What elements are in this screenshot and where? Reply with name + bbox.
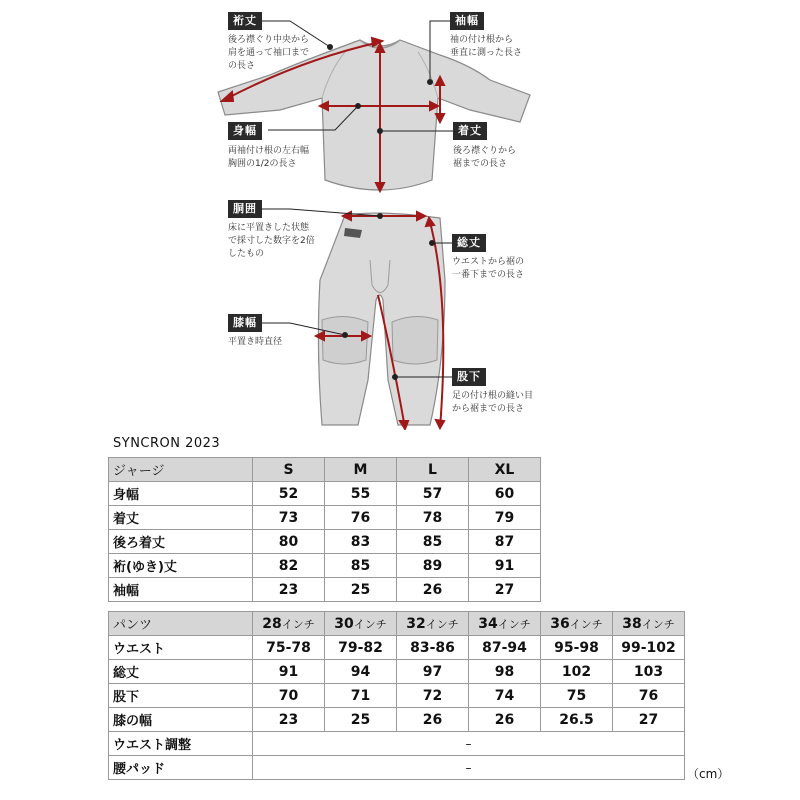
cell-value: 75-78 xyxy=(253,636,325,660)
jersey-size-table xyxy=(108,457,541,602)
size-number: 28 xyxy=(262,615,282,632)
cell-value: 25 xyxy=(325,578,397,602)
row-label: 総丈 xyxy=(109,660,253,684)
size-unit: インチ xyxy=(353,617,387,631)
cell-value: 25 xyxy=(325,708,397,732)
cell-value: 26 xyxy=(397,578,469,602)
callout-matashita-desc: 足の付け根の縫い目 から裾までの長さ xyxy=(452,391,534,414)
row-label: 袖幅 xyxy=(109,578,253,602)
cell-value: 76 xyxy=(325,506,397,530)
jersey-header-size: M xyxy=(325,458,397,482)
size-unit: インチ xyxy=(281,617,315,631)
table-row xyxy=(109,554,541,578)
row-label: 着丈 xyxy=(109,506,253,530)
jersey-header-label: ジャージ xyxy=(109,458,253,482)
cell-value: 82 xyxy=(253,554,325,578)
row-label: ウエスト xyxy=(109,636,253,660)
row-label: 膝の幅 xyxy=(109,708,253,732)
jersey-header-size: L xyxy=(397,458,469,482)
cell-value: 72 xyxy=(397,684,469,708)
pants-header-size xyxy=(469,612,541,636)
table-row xyxy=(109,708,685,732)
pants-header-size xyxy=(253,612,325,636)
pants-header-size xyxy=(325,612,397,636)
cell-value: 94 xyxy=(325,660,397,684)
pants-header-size xyxy=(397,612,469,636)
cell-value: 85 xyxy=(397,530,469,554)
size-unit: インチ xyxy=(569,617,603,631)
cell-value: 55 xyxy=(325,482,397,506)
table-row xyxy=(109,756,685,780)
callout-kitake-title: 着丈 xyxy=(453,122,487,140)
table-row xyxy=(109,506,541,530)
cell-value: 89 xyxy=(397,554,469,578)
callout-matashita-title: 股下 xyxy=(452,368,486,386)
cell-value: 27 xyxy=(469,578,541,602)
cell-value: 79 xyxy=(469,506,541,530)
table-row xyxy=(109,636,685,660)
size-number: 32 xyxy=(406,615,426,632)
unit-note: （cm） xyxy=(687,767,730,781)
cell-value: 23 xyxy=(253,578,325,602)
product-title: SYNCRON 2023 xyxy=(113,436,221,451)
row-label: 股下 xyxy=(109,684,253,708)
cell-value: 91 xyxy=(253,660,325,684)
table-row xyxy=(109,732,685,756)
cell-value: 87 xyxy=(469,530,541,554)
cell-value: 95-98 xyxy=(541,636,613,660)
row-label: 裄(ゆき)丈 xyxy=(109,554,253,578)
pants-size-table xyxy=(108,611,685,780)
cell-value: 103 xyxy=(613,660,685,684)
cell-value: 98 xyxy=(469,660,541,684)
jersey-header-size: XL xyxy=(469,458,541,482)
row-label: 身幅 xyxy=(109,482,253,506)
cell-value: 26 xyxy=(469,708,541,732)
callout-hizahaba-title: 膝幅 xyxy=(228,314,262,332)
jersey-header-row xyxy=(109,458,541,482)
callout-sodehaba-desc: 袖の付け根から 垂直に測った長さ xyxy=(450,35,523,58)
table-row xyxy=(109,578,541,602)
cell-value: 57 xyxy=(397,482,469,506)
cell-value: 26.5 xyxy=(541,708,613,732)
callout-domawari-desc: 床に平置きした状態 で採寸した数字を2倍 したもの xyxy=(228,223,315,259)
cell-value: 99-102 xyxy=(613,636,685,660)
cell-value: 76 xyxy=(613,684,685,708)
cell-value: 85 xyxy=(325,554,397,578)
callout-hizahaba-desc: 平置き時直径 xyxy=(228,337,283,347)
callout-soutake-title: 総丈 xyxy=(452,234,486,252)
cell-value: 97 xyxy=(397,660,469,684)
size-unit: インチ xyxy=(425,617,459,631)
pants-illustration xyxy=(318,213,445,425)
cell-value: – xyxy=(253,756,685,780)
cell-value: – xyxy=(253,732,685,756)
callout-soutake-desc: ウエストから裾の 一番下までの長さ xyxy=(452,257,525,280)
cell-value: 60 xyxy=(469,482,541,506)
cell-value: 52 xyxy=(253,482,325,506)
pants-header-size xyxy=(541,612,613,636)
cell-value: 74 xyxy=(469,684,541,708)
size-unit: インチ xyxy=(497,617,531,631)
callout-kitake-desc: 後ろ襟ぐりから 裾までの長さ xyxy=(453,146,517,169)
row-label: 後ろ着丈 xyxy=(109,530,253,554)
callout-mihaba-title: 身幅 xyxy=(228,122,262,140)
table-row xyxy=(109,660,685,684)
table-row xyxy=(109,684,685,708)
size-number: 34 xyxy=(478,615,498,632)
callout-mihaba-desc: 両袖付け根の左右幅 胸囲の1/2の長さ xyxy=(228,146,310,169)
cell-value: 102 xyxy=(541,660,613,684)
row-label: ウエスト調整 xyxy=(109,732,253,756)
cell-value: 79-82 xyxy=(325,636,397,660)
cell-value: 83 xyxy=(325,530,397,554)
callout-sodehaba-title: 袖幅 xyxy=(450,12,484,30)
cell-value: 70 xyxy=(253,684,325,708)
cell-value: 75 xyxy=(541,684,613,708)
callout-yuki-title: 裄丈 xyxy=(228,12,262,30)
pants-header-size xyxy=(613,612,685,636)
table-row xyxy=(109,482,541,506)
cell-value: 73 xyxy=(253,506,325,530)
size-unit: インチ xyxy=(641,617,675,631)
jersey-header-size: S xyxy=(253,458,325,482)
cell-value: 71 xyxy=(325,684,397,708)
size-number: 30 xyxy=(334,615,354,632)
size-number: 36 xyxy=(550,615,570,632)
pants-header-label: パンツ xyxy=(109,612,253,636)
pants-header-row xyxy=(109,612,685,636)
callout-yuki-desc: 後ろ襟ぐり中央から 肩を通って袖口まで の長さ xyxy=(228,35,310,71)
cell-value: 78 xyxy=(397,506,469,530)
cell-value: 26 xyxy=(397,708,469,732)
cell-value: 80 xyxy=(253,530,325,554)
cell-value: 87-94 xyxy=(469,636,541,660)
cell-value: 91 xyxy=(469,554,541,578)
callout-domawari-title: 胴囲 xyxy=(228,200,262,218)
size-number: 38 xyxy=(622,615,642,632)
table-row xyxy=(109,530,541,554)
row-label: 腰パッド xyxy=(109,756,253,780)
cell-value: 83-86 xyxy=(397,636,469,660)
cell-value: 23 xyxy=(253,708,325,732)
cell-value: 27 xyxy=(613,708,685,732)
